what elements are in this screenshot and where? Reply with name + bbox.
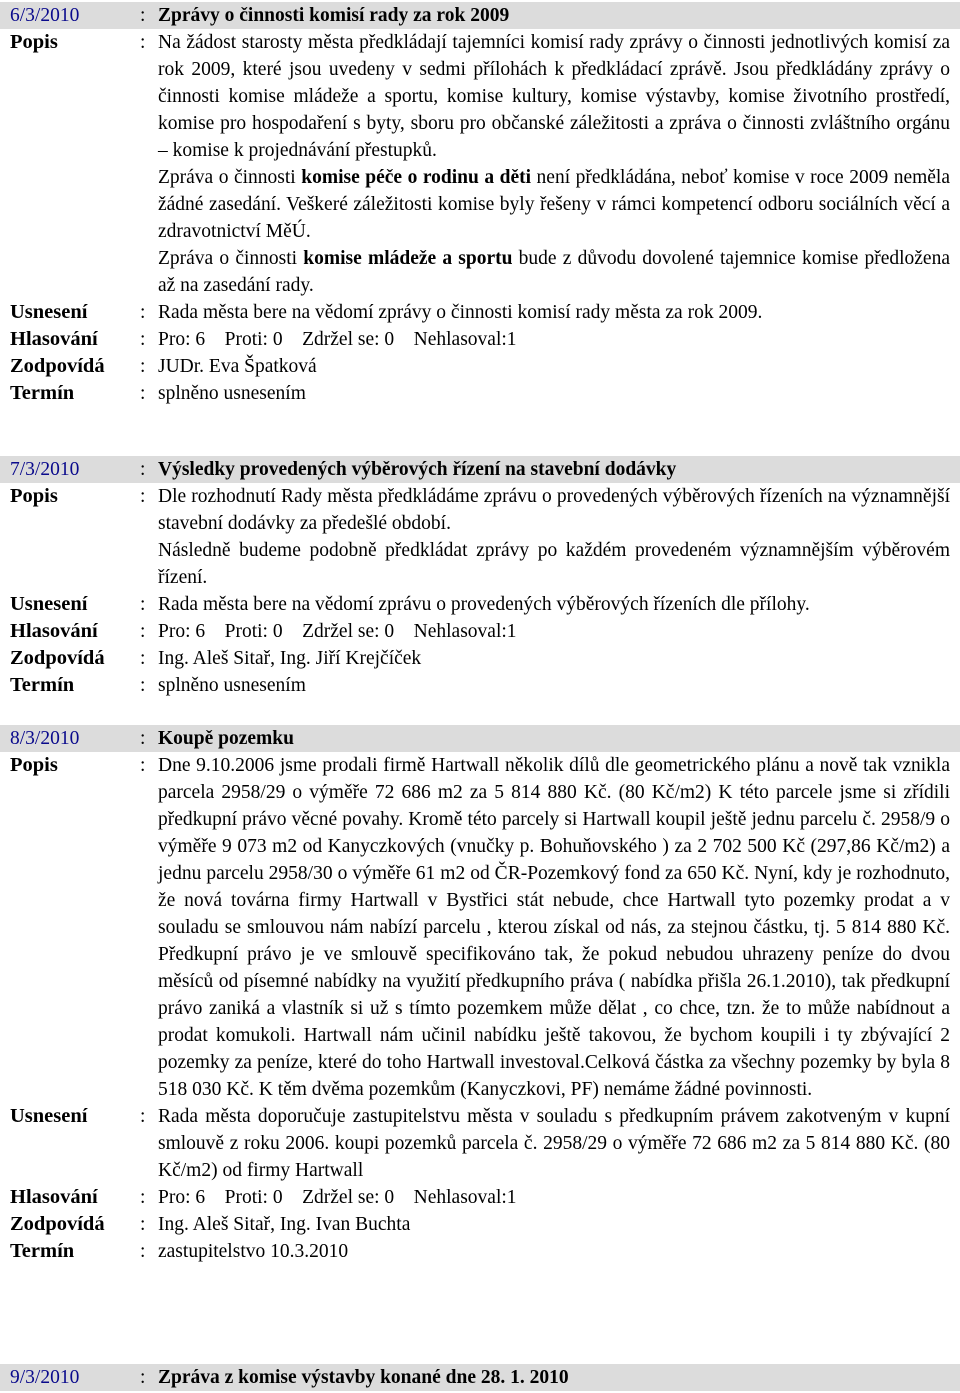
termin-label: Termín [10,674,75,696]
item-title: Zprávy o činnosti komisí rady za rok 2009 [158,5,510,26]
usneseni-row: Usnesení : Rada města bere na vědomí zprávu o provedených výběrových řízeních dle přílohy. [0,591,960,618]
usneseni-row: Usnesení : Rada města doporučuje zastupitelstvu města v souladu s předkupním právem zakotveným v kupní smlouvě z roku 2006. koupi pozemků parcela č. 2958/29 o výměře 72 686 m2 za 5 814 880 Kč. (80 Kč/m2) od firmy Hartwall [0,1103,960,1184]
hlasovani-label: Hlasování [10,328,98,350]
usneseni-label: Usnesení [10,301,88,323]
zodpovida-text: Ing. Aleš Sitař, Ing. Ivan Buchta [158,1214,411,1235]
popis-label: Popis [10,754,58,776]
usneseni-text: Rada města doporučuje zastupitelstvu města v souladu s předkupním právem zakotveným v kupní smlouvě z roku 2006. koupi pozemků parcela č. 2958/29 o výměře 72 686 m2 za 5 814 880 Kč. (80 Kč/m2) od firmy Hartwall [158,1106,950,1181]
item-number: 9/3/2010 [10,1367,80,1388]
hlasovani-row: Hlasování : Pro: 6 Proti: 0 Zdržel se: 0 Nehlasoval:1 [0,618,960,645]
hlasovani-label: Hlasování [10,620,98,642]
popis-text: Na žádost starosty města předkládají tajemníci komisí rady zprávy o činnosti jednotlivých komisí za rok 2009, které jsou uvedeny v sedmi přílohách k předkládací zprávě. Jsou předkládány zprávy o činnosti komise mládeže a sportu, komise kultury, komise výstavby, komise životního prostředí, komise pro hospodaření s byty, sboru pro občanské záležitosti a zpráva o činnosti zvláštního orgánu – komise k projednávání přestupků. Zpráva o činnosti komise péče o rodinu a děti není předkládána, neboť komise v roce 2009 neměla žádné zasedání. Veškeré záležitosti komise byly řešeny v rámci kompetencí odboru sociálních věcí a zdravotnictví MěÚ. Zpráva o činnosti komise mládeže a sportu bude z důvodu dovolené tajemnice komise předložena až na zasedání rady. [158,32,951,296]
usneseni-text: Rada města bere na vědomí zprávu o provedených výběrových řízeních dle přílohy. [158,594,810,615]
termin-row: Termín : splněno usnesením [0,380,960,407]
hlasovani-text: Pro: 6 Proti: 0 Zdržel se: 0 Nehlasoval:1 [158,621,517,642]
item-9-3-2010 [0,1364,960,1391]
termin-label: Termín [10,1240,75,1262]
zodpovida-row: Zodpovídá : Ing. Aleš Sitař, Ing. Jiří Krejčíček [0,645,960,672]
termin-row: Termín : zastupitelstvo 10.3.2010 [0,1238,960,1265]
item-title: Výsledky provedených výběrových řízení na stavební dodávky [158,459,677,480]
popis-row: Popis : Na žádost starosty města předkládají tajemníci komisí rady zprávy o činnosti jednotlivých komisí za rok 2009, které jsou uvedeny v sedmi přílohách k předkládací zprávě. Jsou předkládány zprávy o činnosti komise mládeže a sportu, komise kultury, komise výstavby, komise životního prostředí, komise pro hospodaření s byty, sboru pro občanské záležitosti a zpráva o činnosti zvláštního orgánu – komise k projednávání přestupků. Zpráva o činnosti komise péče o rodinu a děti není předkládána, neboť komise v roce 2009 neměla žádné zasedání. Veškeré záležitosti komise byly řešeny v rámci kompetencí odboru sociálních věcí a zdravotnictví MěÚ. Zpráva o činnosti komise mládeže a sportu bude z důvodu dovolené tajemnice komise předložena až na zasedání rady. [0,29,960,299]
popis-text: Dne 9.10.2006 jsme prodali firmě Hartwall několik dílů dle geometrického plánu a nově tak vznikla parcela 2958/29 o výměře 72 686 m2 za 5 814 880 Kč. (80 Kč/m2) K této parcele jsme si zřídili předkupní právo věcné povahy. Kromě této parcely si Hartwall koupil ještě jednu parcelu č. 2958/9 o výměře 9 073 m2 od Kanyczkových (vnučky p. Bohuňovského ) za 2 702 500 Kč (297,86 Kč/m2) a jednu parcelu 2958/30 o výměře 61 m2 od ČR-Pozemkový fond za 650 Kč. Nyní, kdy je rozhodnuto, že nová továrna firmy Hartwall v Bystřici stát nebude, chce Hartwall tyto pozemky prodat a v souladu se smlouvou nám nabízí parcelu , kterou získal od nás, za stejnou částku, tj. 5 814 880 Kč. Předkupní právo je ve smlouvě specifikováno tak, že pokud nebudou uhrazeny peníze do dvou měsíců od písemné nabídky na využití předkupního práva ( nabídka přišla 26.1.2010), tak předkupní právo zaniká a vlastník si už s tímto pozemkem může dělat , co chce, tzn. že to může nabídnout a prodat komukoli. Hartwall nám učinil nabídku ještě takovou, že bychom koupili i ty zbývající 2 pozemky za peníze, které do toho Hartwall investoval.Celková částka za všechny pozemky by byla 8 518 030 Kč. K těm dvěma pozemkům (Kanyczkovi, PF) nemáme žádné povinnosti. [158,755,950,1100]
hlasovani-text: Pro: 6 Proti: 0 Zdržel se: 0 Nehlasoval:1 [158,329,517,350]
item-header: 6/3/2010 : Zprávy o činnosti komisí rady za rok 2009 [0,2,960,29]
item-header: 9/3/2010 : Zpráva z komise výstavby konané dne 28. 1. 2010 [0,1364,960,1391]
item-7-3-2010 [0,456,960,699]
zodpovida-label: Zodpovídá [10,1213,105,1235]
usneseni-text: Rada města bere na vědomí zprávy o činnosti komisí rady města za rok 2009. [158,302,763,323]
termin-text: splněno usnesením [158,675,306,696]
hlasovani-text: Pro: 6 Proti: 0 Zdržel se: 0 Nehlasoval:1 [158,1187,517,1208]
termin-label: Termín [10,382,75,404]
zodpovida-text: Ing. Aleš Sitař, Ing. Jiří Krejčíček [158,648,422,669]
item-number: 7/3/2010 [10,459,80,480]
zodpovida-label: Zodpovídá [10,355,105,377]
item-8-3-2010 [0,725,960,1265]
usneseni-row: Usnesení : Rada města bere na vědomí zprávy o činnosti komisí rady města za rok 2009. [0,299,960,326]
usneseni-label: Usnesení [10,1105,88,1127]
hlasovani-row: Hlasování : Pro: 6 Proti: 0 Zdržel se: 0 Nehlasoval:1 [0,326,960,353]
zodpovida-row: Zodpovídá : JUDr. Eva Špatková [0,353,960,380]
popis-label: Popis [10,31,58,53]
item-header: 7/3/2010 : Výsledky provedených výběrových řízení na stavební dodávky [0,456,960,483]
popis-row: Popis : Dle rozhodnutí Rady města předkládáme zprávu o provedených výběrových řízeních na významnější stavební dodávky za předešlé období. Následně budeme podobně předkládat zprávy po každém provedeném významnějším výběrovém řízení. [0,483,960,591]
zodpovida-label: Zodpovídá [10,647,105,669]
zodpovida-text: JUDr. Eva Špatková [158,356,317,377]
item-6-3-2010 [0,2,960,407]
zodpovida-row: Zodpovídá : Ing. Aleš Sitař, Ing. Ivan Buchta [0,1211,960,1238]
termin-text: splněno usnesením [158,383,306,404]
popis-text: Dle rozhodnutí Rady města předkládáme zprávu o provedených výběrových řízeních na významnější stavební dodávky za předešlé období. Následně budeme podobně předkládat zprávy po každém provedeném významnějším výběrovém řízení. [158,486,950,588]
usneseni-label: Usnesení [10,593,88,615]
item-header: 8/3/2010 : Koupě pozemku [0,725,960,752]
popis-row: Popis : Dne 9.10.2006 jsme prodali firmě Hartwall několik dílů dle geometrického plánu a nově tak vznikla parcela 2958/29 o výměře 72 686 m2 za 5 814 880 Kč. (80 Kč/m2) K této parcele jsme si zřídili předkupní právo věcné povahy. Kromě této parcely si Hartwall koupil ještě jednu parcelu č. 2958/9 o výměře 9 073 m2 od Kanyczkových (vnučky p. Bohuňovského ) za 2 702 500 Kč (297,86 Kč/m2) a jednu parcelu 2958/30 o výměře 61 m2 od ČR-Pozemkový fond za 650 Kč. Nyní, kdy je rozhodnuto, že nová továrna firmy Hartwall v Bystřici stát nebude, chce Hartwall tyto pozemky prodat a v souladu se smlouvou nám nabízí parcelu , kterou získal od nás, za stejnou částku, tj. 5 814 880 Kč. Předkupní právo je ve smlouvě specifikováno tak, že pokud nebudou uhrazeny peníze do dvou měsíců od písemné nabídky na využití předkupního práva ( nabídka přišla 26.1.2010), tak předkupní právo zaniká a vlastník si už s tímto pozemkem může dělat , co chce, tzn. že to může nabídnout a prodat komukoli. Hartwall nám učinil nabídku ještě takovou, že bychom koupili i ty zbývající 2 pozemky za peníze, které do toho Hartwall investoval.Celková částka za všechny pozemky by byla 8 518 030 Kč. K těm dvěma pozemkům (Kanyczkovi, PF) nemáme žádné povinnosti. [0,752,960,1103]
item-title: Zpráva z komise výstavby konané dne 28. 1. 2010 [158,1367,569,1388]
item-number: 8/3/2010 [10,728,80,749]
termin-row: Termín : splněno usnesením [0,672,960,699]
item-number: 6/3/2010 [10,5,80,26]
item-title: Koupě pozemku [158,728,294,749]
termin-text: zastupitelstvo 10.3.2010 [158,1241,349,1262]
hlasovani-row: Hlasování : Pro: 6 Proti: 0 Zdržel se: 0 Nehlasoval:1 [0,1184,960,1211]
popis-label: Popis [10,485,58,507]
hlasovani-label: Hlasování [10,1186,98,1208]
